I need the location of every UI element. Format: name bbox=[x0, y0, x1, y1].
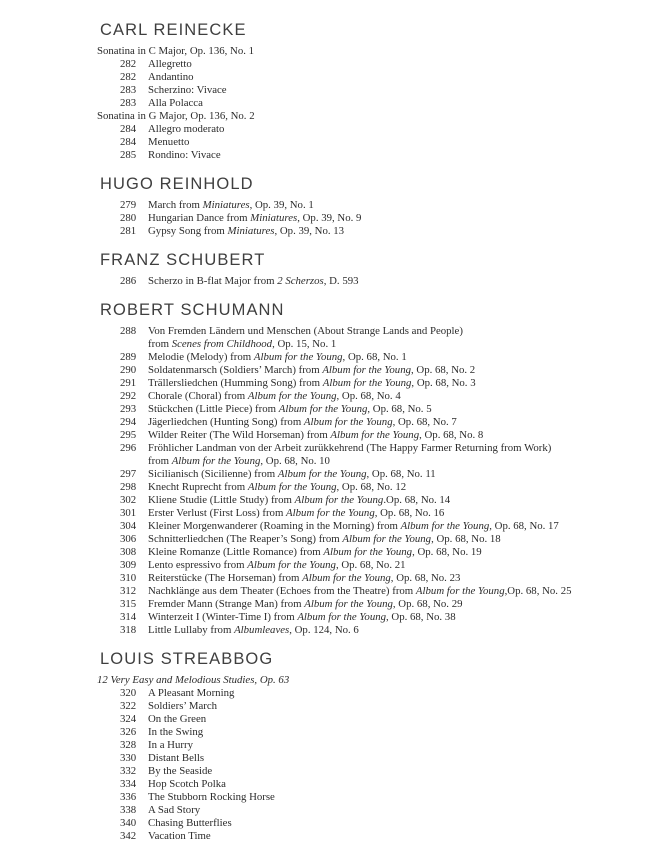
piece-title bbox=[148, 149, 628, 162]
title-text: , Op. 68, No. 8 bbox=[419, 429, 484, 441]
title-text: Kliene Studie (Little Study) from bbox=[148, 494, 295, 506]
composer-section bbox=[97, 650, 628, 843]
toc-entry bbox=[100, 325, 628, 338]
toc-entry bbox=[100, 123, 628, 136]
title-text: ,Op. 68, No. 25 bbox=[504, 585, 572, 597]
page-number: 332 bbox=[120, 765, 137, 777]
piece-title bbox=[148, 58, 628, 71]
toc-entry bbox=[100, 71, 628, 84]
piece-title bbox=[148, 71, 628, 84]
page-number: 318 bbox=[120, 624, 137, 636]
toc-entry bbox=[100, 275, 628, 288]
piece-title bbox=[148, 804, 628, 817]
title-text: Menuetto bbox=[148, 136, 190, 148]
title-text: A Pleasant Morning bbox=[148, 687, 235, 699]
title-text: By the Seaside bbox=[148, 765, 213, 777]
toc-entry bbox=[100, 84, 628, 97]
work-title-italic: Album for the Young bbox=[330, 429, 420, 441]
work-title-italic: Miniatures bbox=[227, 225, 275, 237]
title-text: , Op. 68, No. 7 bbox=[392, 416, 457, 428]
title-text: Allegretto bbox=[148, 58, 192, 70]
piece-title bbox=[148, 507, 628, 520]
piece-title bbox=[148, 429, 628, 442]
piece-title bbox=[148, 481, 628, 494]
piece-title bbox=[148, 598, 628, 611]
toc-entry bbox=[100, 494, 628, 507]
toc-entry bbox=[100, 351, 628, 364]
page-number: 296 bbox=[120, 442, 137, 454]
title-text: , Op. 68, No. 2 bbox=[411, 364, 476, 376]
piece-title bbox=[148, 403, 628, 416]
title-text: Hop Scotch Polka bbox=[148, 778, 226, 790]
title-text: , D. 593 bbox=[323, 275, 359, 287]
toc-entry bbox=[100, 533, 628, 546]
composer-name: FRANZ SCHUBERT bbox=[100, 251, 266, 269]
page-number: 286 bbox=[120, 275, 137, 287]
title-text: , Op. 68, No. 4 bbox=[336, 390, 401, 402]
piece-title bbox=[148, 830, 628, 843]
title-text: Stückchen (Little Piece) from bbox=[148, 403, 279, 415]
title-text: Hungarian Dance from bbox=[148, 212, 251, 224]
piece-title bbox=[148, 611, 628, 624]
page-number: 279 bbox=[120, 199, 137, 211]
title-text: Nachklänge aus dem Theater (Echoes from the Theatre) from bbox=[148, 585, 416, 597]
page-number: 281 bbox=[120, 225, 137, 237]
toc-entry bbox=[100, 572, 628, 585]
piece-title bbox=[148, 713, 628, 726]
page-number: 289 bbox=[120, 351, 137, 363]
piece-title bbox=[148, 817, 628, 830]
piece-title bbox=[148, 84, 628, 97]
piece-title bbox=[148, 687, 628, 700]
title-text: Chorale (Choral) from bbox=[148, 390, 248, 402]
page-number: 294 bbox=[120, 416, 137, 428]
piece-title bbox=[148, 726, 628, 739]
page-number: 340 bbox=[120, 817, 137, 829]
title-text: Allegro moderato bbox=[148, 123, 225, 135]
toc-entry bbox=[100, 225, 628, 238]
toc-entry bbox=[100, 585, 628, 598]
toc-entry bbox=[100, 598, 628, 611]
title-text: , Op. 68, No. 29 bbox=[392, 598, 463, 610]
title-text: , Op. 39, No. 9 bbox=[297, 212, 362, 224]
page-number: 280 bbox=[120, 212, 137, 224]
title-text: Kleine Romanze (Little Romance) from bbox=[148, 546, 324, 558]
title-text: On the Green bbox=[148, 713, 207, 725]
toc-entry bbox=[100, 403, 628, 416]
title-text: , Op. 68, No. 1 bbox=[342, 351, 407, 363]
toc-entry-continuation bbox=[100, 455, 628, 468]
toc-entry bbox=[100, 468, 628, 481]
piece-title bbox=[148, 442, 628, 455]
work-title-italic: Miniatures bbox=[250, 212, 298, 224]
toc-entry bbox=[100, 624, 628, 637]
page-number: 308 bbox=[120, 546, 137, 558]
page-number: 324 bbox=[120, 713, 137, 725]
work-title-italic: Album for the Young bbox=[277, 468, 367, 480]
page-number: 312 bbox=[120, 585, 137, 597]
toc-entry bbox=[100, 136, 628, 149]
piece-title bbox=[148, 325, 628, 338]
title-text: Trällersliedchen (Humming Song) from bbox=[148, 377, 323, 389]
work-group-heading: 12 Very Easy and Melodious Studies, Op. 63 bbox=[97, 674, 290, 686]
title-text: Rondino: Vivace bbox=[148, 149, 221, 161]
toc-entry bbox=[100, 830, 628, 843]
piece-title bbox=[148, 275, 628, 288]
title-text: , Op. 68, No. 38 bbox=[386, 611, 456, 623]
title-text: Von Fremden Ländern und Menschen (About Strange Lands and People) bbox=[148, 325, 463, 337]
title-text: Erster Verlust (First Loss) from bbox=[148, 507, 287, 519]
page-number: 290 bbox=[120, 364, 137, 376]
piece-title bbox=[148, 700, 628, 713]
toc-entry bbox=[100, 520, 628, 533]
page-number: 320 bbox=[120, 687, 137, 699]
page-number: 338 bbox=[120, 804, 137, 816]
piece-title bbox=[148, 123, 628, 136]
page-number: 282 bbox=[120, 58, 137, 70]
page-number: 342 bbox=[120, 830, 137, 842]
page-number: 302 bbox=[120, 494, 137, 506]
title-text: Chasing Butterflies bbox=[148, 817, 232, 829]
page-number: 291 bbox=[120, 377, 137, 389]
piece-title bbox=[148, 364, 628, 377]
piece-title bbox=[148, 377, 628, 390]
work-title-italic: Album for the Young bbox=[323, 546, 413, 558]
piece-title bbox=[148, 739, 628, 752]
toc-entry bbox=[100, 611, 628, 624]
title-text: , Op. 15, No. 1 bbox=[272, 338, 337, 350]
title-text: Reiterstücke (The Horseman) from bbox=[148, 572, 303, 584]
page-number: 297 bbox=[120, 468, 137, 480]
page-number: 292 bbox=[120, 390, 137, 402]
page-number: 284 bbox=[120, 136, 137, 148]
title-text: Knecht Ruprecht from bbox=[148, 481, 248, 493]
composer-section bbox=[100, 252, 628, 288]
title-text: Vacation Time bbox=[148, 830, 211, 842]
title-text: , Op. 68, No. 11 bbox=[366, 468, 436, 480]
toc-entry bbox=[100, 817, 628, 830]
piece-title bbox=[148, 199, 628, 212]
title-text: A Sad Story bbox=[148, 804, 201, 816]
page-number: 310 bbox=[120, 572, 137, 584]
title-text: In a Hurry bbox=[148, 739, 193, 751]
title-text: Distant Bells bbox=[148, 752, 205, 764]
toc-entry bbox=[100, 58, 628, 71]
title-text: , Op. 68, No. 23 bbox=[390, 572, 461, 584]
title-text: , Op. 68, No. 18 bbox=[431, 533, 501, 545]
piece-title bbox=[148, 546, 628, 559]
piece-title bbox=[148, 468, 628, 481]
page-number: 328 bbox=[120, 739, 137, 751]
piece-title bbox=[148, 520, 628, 533]
page-number: 304 bbox=[120, 520, 137, 532]
toc-entry bbox=[100, 752, 628, 765]
page-number: 293 bbox=[120, 403, 137, 415]
page-number: 326 bbox=[120, 726, 137, 738]
title-text: , Op. 68, No. 3 bbox=[411, 377, 476, 389]
page-number: 298 bbox=[120, 481, 137, 493]
work-title-italic: Album for the Young bbox=[297, 611, 387, 623]
title-text: Sicilianisch (Sicilienne) from bbox=[148, 468, 278, 480]
title-text: March from bbox=[148, 199, 203, 211]
title-text: Fröhlicher Landman von der Arbeit zurükkehrend (The Happy Farmer Returning from Work) bbox=[148, 442, 552, 454]
page-number: 284 bbox=[120, 123, 137, 135]
piece-title bbox=[148, 778, 628, 791]
page-number: 314 bbox=[120, 611, 137, 623]
composer-name: ROBERT SCHUMANN bbox=[100, 301, 285, 319]
title-text: Jägerliedchen (Hunting Song) from bbox=[148, 416, 304, 428]
toc-entry bbox=[100, 212, 628, 225]
title-text: Kleiner Morgenwanderer (Roaming in the Morning) from bbox=[148, 520, 401, 532]
composer-name: HUGO REINHOLD bbox=[100, 175, 254, 193]
title-text: Fremder Mann (Strange Man) from bbox=[148, 598, 305, 610]
work-title-italic: Album for the Young bbox=[304, 598, 393, 610]
page-number: 322 bbox=[120, 700, 137, 712]
toc-sections bbox=[97, 21, 628, 843]
work-title-italic: Album for the Young bbox=[322, 377, 412, 389]
toc-entry bbox=[100, 199, 628, 212]
toc-entry bbox=[100, 546, 628, 559]
toc-entry bbox=[100, 97, 628, 110]
title-text: Gypsy Song from bbox=[148, 225, 228, 237]
title-text: .Op. 68, No. 14 bbox=[383, 494, 451, 506]
work-title-italic: 2 Scherzos bbox=[277, 275, 324, 287]
toc-entry bbox=[100, 364, 628, 377]
work-title-italic: Scenes from Childhood bbox=[171, 338, 273, 350]
piece-title bbox=[148, 351, 628, 364]
title-text: from bbox=[148, 338, 172, 350]
title-text: , Op. 68, No. 21 bbox=[335, 559, 406, 571]
page-number: 306 bbox=[120, 533, 137, 545]
title-text: from bbox=[148, 455, 172, 467]
toc-entry bbox=[100, 390, 628, 403]
composer-section bbox=[100, 176, 628, 238]
page-number: 301 bbox=[120, 507, 137, 519]
work-title-italic: Album for the Young bbox=[286, 507, 375, 519]
work-title-italic: Miniatures bbox=[202, 199, 250, 211]
page-number: 283 bbox=[120, 84, 137, 96]
toc-entry bbox=[100, 726, 628, 739]
work-title-italic: Album for the Young bbox=[247, 390, 337, 402]
toc-entry bbox=[100, 778, 628, 791]
title-text: Scherzo in B-flat Major from bbox=[148, 275, 278, 287]
title-text: Lento espressivo from bbox=[148, 559, 248, 571]
page-number: 285 bbox=[120, 149, 137, 161]
toc-entry bbox=[100, 765, 628, 778]
composer-section bbox=[97, 21, 628, 162]
toc-entry bbox=[100, 687, 628, 700]
toc-entry bbox=[100, 429, 628, 442]
title-text: , Op. 68, No. 12 bbox=[336, 481, 407, 493]
piece-title-continued bbox=[148, 338, 628, 351]
composer-name: CARL REINECKE bbox=[100, 21, 247, 39]
work-title-italic: Album for the Young bbox=[302, 572, 391, 584]
title-text: Melodie (Melody) from bbox=[148, 351, 254, 363]
toc-entry bbox=[100, 507, 628, 520]
title-text: Winterzeit I (Winter-Time I) from bbox=[148, 611, 298, 623]
piece-title-continued bbox=[148, 455, 628, 468]
page-number: 288 bbox=[120, 325, 137, 337]
piece-title bbox=[148, 533, 628, 546]
title-text: , Op. 39, No. 13 bbox=[274, 225, 345, 237]
work-title-italic: Album for the Young bbox=[415, 585, 505, 597]
title-text: , Op. 68, No. 16 bbox=[374, 507, 445, 519]
page-number: 330 bbox=[120, 752, 137, 764]
piece-title bbox=[148, 416, 628, 429]
work-group-heading: Sonatina in G Major, Op. 136, No. 2 bbox=[97, 110, 255, 122]
page-number: 336 bbox=[120, 791, 137, 803]
work-title-italic: Album for the Young bbox=[247, 559, 336, 571]
title-text: The Stubborn Rocking Horse bbox=[148, 791, 275, 803]
piece-title bbox=[148, 494, 628, 507]
title-text: Scherzino: Vivace bbox=[148, 84, 227, 96]
toc-entry-continuation bbox=[100, 338, 628, 351]
toc-entry bbox=[100, 442, 628, 455]
toc-entry bbox=[100, 416, 628, 429]
title-text: Alla Polacca bbox=[148, 97, 203, 109]
composer-name: LOUIS STREABBOG bbox=[100, 650, 274, 668]
work-title-italic: Album for the Young bbox=[400, 520, 490, 532]
piece-title bbox=[148, 791, 628, 804]
piece-title bbox=[148, 559, 628, 572]
piece-title bbox=[148, 97, 628, 110]
page-number: 282 bbox=[120, 71, 137, 83]
title-text: Soldatenmarsch (Soldiers’ March) from bbox=[148, 364, 323, 376]
toc-entry bbox=[100, 739, 628, 752]
work-title-italic: Album for the Young bbox=[278, 403, 368, 415]
work-title-italic: Album for the Young bbox=[294, 494, 384, 506]
toc-entry bbox=[100, 149, 628, 162]
piece-title bbox=[148, 624, 628, 637]
title-text: Soldiers’ March bbox=[148, 700, 218, 712]
toc-entry bbox=[100, 791, 628, 804]
piece-title bbox=[148, 136, 628, 149]
toc-entry bbox=[100, 713, 628, 726]
toc-entry bbox=[100, 481, 628, 494]
title-text: , Op. 124, No. 6 bbox=[289, 624, 359, 636]
toc-entry bbox=[100, 559, 628, 572]
page-number: 283 bbox=[120, 97, 137, 109]
piece-title bbox=[148, 212, 628, 225]
piece-title bbox=[148, 572, 628, 585]
work-title-italic: Album for the Young bbox=[253, 351, 343, 363]
title-text: Andantino bbox=[148, 71, 194, 83]
title-text: , Op. 68, No. 10 bbox=[260, 455, 330, 467]
piece-title bbox=[148, 585, 628, 598]
composer-section bbox=[100, 302, 628, 637]
title-text: , Op. 68, No. 19 bbox=[412, 546, 482, 558]
page-number: 295 bbox=[120, 429, 137, 441]
title-text: , Op. 68, No. 5 bbox=[367, 403, 432, 415]
work-title-italic: Album for the Young bbox=[303, 416, 393, 428]
work-group-heading: Sonatina in C Major, Op. 136, No. 1 bbox=[97, 45, 255, 57]
work-title-italic: Album for the Young bbox=[171, 455, 261, 467]
work-title-italic: Album for the Young bbox=[322, 364, 411, 376]
work-title-italic: Album for the Young bbox=[247, 481, 337, 493]
title-text: In the Swing bbox=[148, 726, 204, 738]
toc-entry bbox=[100, 377, 628, 390]
title-text: Little Lullaby from bbox=[148, 624, 235, 636]
piece-title bbox=[148, 390, 628, 403]
title-text: , Op. 68, No. 17 bbox=[489, 520, 559, 532]
work-title-italic: Albumleaves bbox=[234, 624, 290, 636]
work-title-italic: Album for the Young bbox=[342, 533, 432, 545]
page-number: 315 bbox=[120, 598, 137, 610]
title-text: , Op. 39, No. 1 bbox=[249, 199, 314, 211]
title-text: Wilder Reiter (The Wild Horseman) from bbox=[148, 429, 331, 441]
piece-title bbox=[148, 765, 628, 778]
toc-entry bbox=[100, 804, 628, 817]
piece-title bbox=[148, 225, 628, 238]
toc-entry bbox=[100, 700, 628, 713]
piece-title bbox=[148, 752, 628, 765]
title-text: Schnitterliedchen (The Reaper’s Song) from bbox=[148, 533, 343, 545]
page-number: 309 bbox=[120, 559, 137, 571]
page-number: 334 bbox=[120, 778, 137, 790]
